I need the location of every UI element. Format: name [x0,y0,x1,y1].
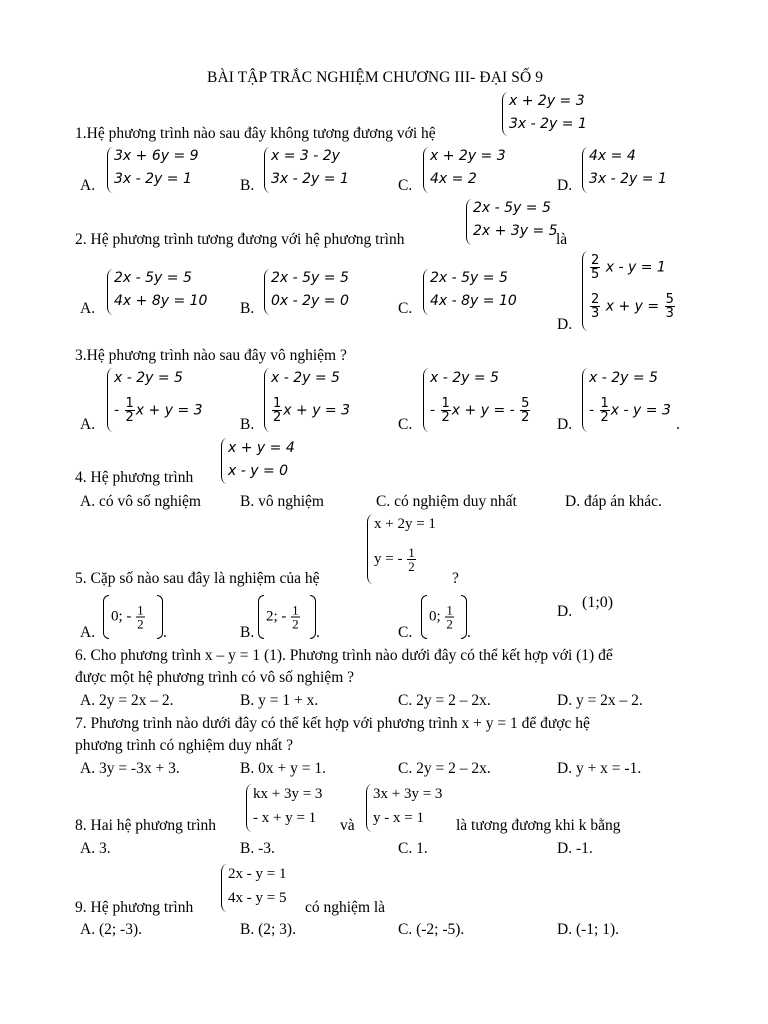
q3-option-c-label: C. [398,416,413,433]
q4-option-d: D. đáp án khác. [565,493,662,510]
question-5-system: x + 2y = 1 y = - $\frac{1}{2}$ [367,514,457,584]
q9-option-a: A. (2; -3). [80,921,142,938]
fraction: $\frac{1}{2}$ [137,602,144,632]
q2-option-c-system: 2x - 5y = 5 4x - 8y = 10 [423,269,533,315]
question-4-text: 4. Hệ phương trình [75,469,194,486]
question-2-tail: là [556,231,568,248]
fraction: $\frac{1}{2}$ [125,396,134,425]
q2-option-d-label: D. [557,316,573,333]
q6-option-c: C. 2y = 2 – 2x. [398,692,491,709]
q1-option-b-system: x = 3 - 2y 3x - 2y = 1 [264,147,374,193]
fraction: $\frac{1}{2}$ [441,396,450,425]
q4-option-c: C. có nghiệm duy nhất [376,493,517,510]
q3-option-d-system: x - 2y = 5 - $\frac{1}{2}$ x - y = 3 [582,368,682,432]
fraction: $\frac{1}{2}$ [292,602,299,632]
q5-option-b-end: . [316,624,320,641]
q3-option-c-system: x - 2y = 5 - $\frac{1}{2}$ x + y = - $\frac{5}{2}$ [423,368,553,432]
q3-option-d-label: D. [557,416,573,433]
fraction: $\frac{5}{3}$ [665,292,674,321]
q5-option-c-end: . [467,624,471,641]
q1-option-a-label: A. [80,177,96,194]
fraction: $\frac{1}{2}$ [600,396,609,425]
q8-option-a: A. 3. [80,840,111,857]
fraction: $\frac{2}{3}$ [591,292,600,321]
q3-option-a-label: A. [80,416,96,433]
q2-option-b-label: B. [240,300,255,317]
q5-option-d-pair: (1;0) [582,594,614,611]
question-8-system-1: kx + 3y = 3 - x + y = 1 [246,784,346,832]
q7-option-c: C. 2y = 2 – 2x. [398,760,491,777]
fraction: $\frac{2}{5}$ [591,253,600,282]
q6-option-d: D. y = 2x – 2. [557,692,643,709]
question-2-text: 2. Hệ phương trình tương đương với hệ phương trình [75,231,405,248]
q3-option-d-end: . [676,416,680,433]
question-7-line2: phương trình có nghiệm duy nhất ? [75,737,294,754]
q5-option-c-pair: 0; $\frac{1}{2}$ [421,595,467,639]
q5-option-a-label: A. [80,624,96,641]
q9-option-b: B. (2; 3). [240,921,296,938]
q3-option-b-label: B. [240,416,255,433]
q7-option-b: B. 0x + y = 1. [240,760,326,777]
fraction: $\frac{1}{2}$ [446,602,453,632]
q8-option-b: B. -3. [240,840,275,857]
q8-option-c: C. 1. [398,840,428,857]
question-8-tail: là tương đương khi k bằng [456,817,621,834]
fraction: $\frac{1}{2}$ [408,545,415,574]
question-5-tail: ? [452,570,459,587]
q3-option-a-system: x - 2y = 5 - $\frac{1}{2}$ x + y = 3 [107,368,217,432]
q3-option-b-system: x - 2y = 5 $\frac{1}{2}$ x + y = 3 [264,368,364,432]
q4-option-b: B. vô nghiệm [240,493,324,510]
q4-option-a: A. có vô số nghiệm [80,493,201,510]
q5-option-d-label: D. [557,603,573,620]
question-9-system: 2x - y = 1 4x - y = 5 [221,864,311,912]
question-6-line2: được một hệ phương trình có vô số nghiệm ? [75,669,354,686]
question-8-system-2: 3x + 3y = 3 y - x = 1 [366,784,466,832]
q9-option-c: C. (-2; -5). [398,921,465,938]
q2-option-b-system: 2x - 5y = 5 0x - 2y = 0 [264,269,374,315]
q2-option-d-system: $\frac{2}{5}$ x - y = 1 $\frac{2}{3}$ x + y = $\frac{5}{3}$ [582,251,682,331]
page-title: BÀI TẬP TRẮC NGHIỆM CHƯƠNG III- ĐẠI SỐ 9 [207,69,544,86]
q1-option-b-label: B. [240,177,255,194]
q5-option-b-label: B. [240,624,255,641]
question-8-and: và [340,817,355,834]
fraction: $\frac{5}{2}$ [521,396,530,425]
question-2-system: 2x - 5y = 5 2x + 3y = 5 [466,199,556,245]
question-3-text: 3.Hệ phương trình nào sau đây vô nghiệm ? [75,347,347,364]
fraction: $\frac{1}{2}$ [273,396,282,425]
q6-option-a: A. 2y = 2x – 2. [80,692,174,709]
question-6-line1: 6. Cho phương trình x – y = 1 (1). Phương trình nào dưới đây có thể kết hợp với (1) để [75,647,613,664]
q1-option-c-system: x + 2y = 3 4x = 2 [423,147,523,193]
question-8-text: 8. Hai hệ phương trình [75,817,217,834]
q1-option-d-system: 4x = 4 3x - 2y = 1 [582,147,682,193]
q1-option-c-label: C. [398,177,413,194]
q5-option-c-label: C. [398,624,413,641]
q5-option-a-pair: 0; - $\frac{1}{2}$ [103,595,163,639]
q2-option-c-label: C. [398,300,413,317]
question-9-tail: có nghiệm là [305,899,386,916]
q5-option-a-end: . [163,624,167,641]
question-4-system: x + y = 4 x - y = 0 [221,438,311,484]
q5-option-b-pair: 2; - $\frac{1}{2}$ [258,595,316,639]
question-1-system: x + 2y = 3 3x - 2y = 1 [502,92,592,136]
question-7-line1: 7. Phương trình nào dưới đây có thể kết hợp với phương trình x + y = 1 để được hệ [75,715,590,732]
q9-option-d: D. (-1; 1). [557,921,619,938]
q2-option-a-label: A. [80,300,96,317]
question-5-text: 5. Cặp số nào sau đây là nghiệm của hệ [75,570,320,587]
q7-option-a: A. 3y = -3x + 3. [80,760,180,777]
q7-option-d: D. y + x = -1. [557,760,642,777]
question-1-text: 1.Hệ phương trình nào sau đây không tương đương với hệ [75,125,436,142]
q2-option-a-system: 2x - 5y = 5 4x + 8y = 10 [107,269,217,315]
question-9-text: 9. Hệ phương trình [75,899,194,916]
q8-option-d: D. -1. [557,840,593,857]
q1-option-a-system: 3x + 6y = 9 3x - 2y = 1 [107,147,217,193]
q6-option-b: B. y = 1 + x. [240,692,319,709]
q1-option-d-label: D. [557,177,573,194]
